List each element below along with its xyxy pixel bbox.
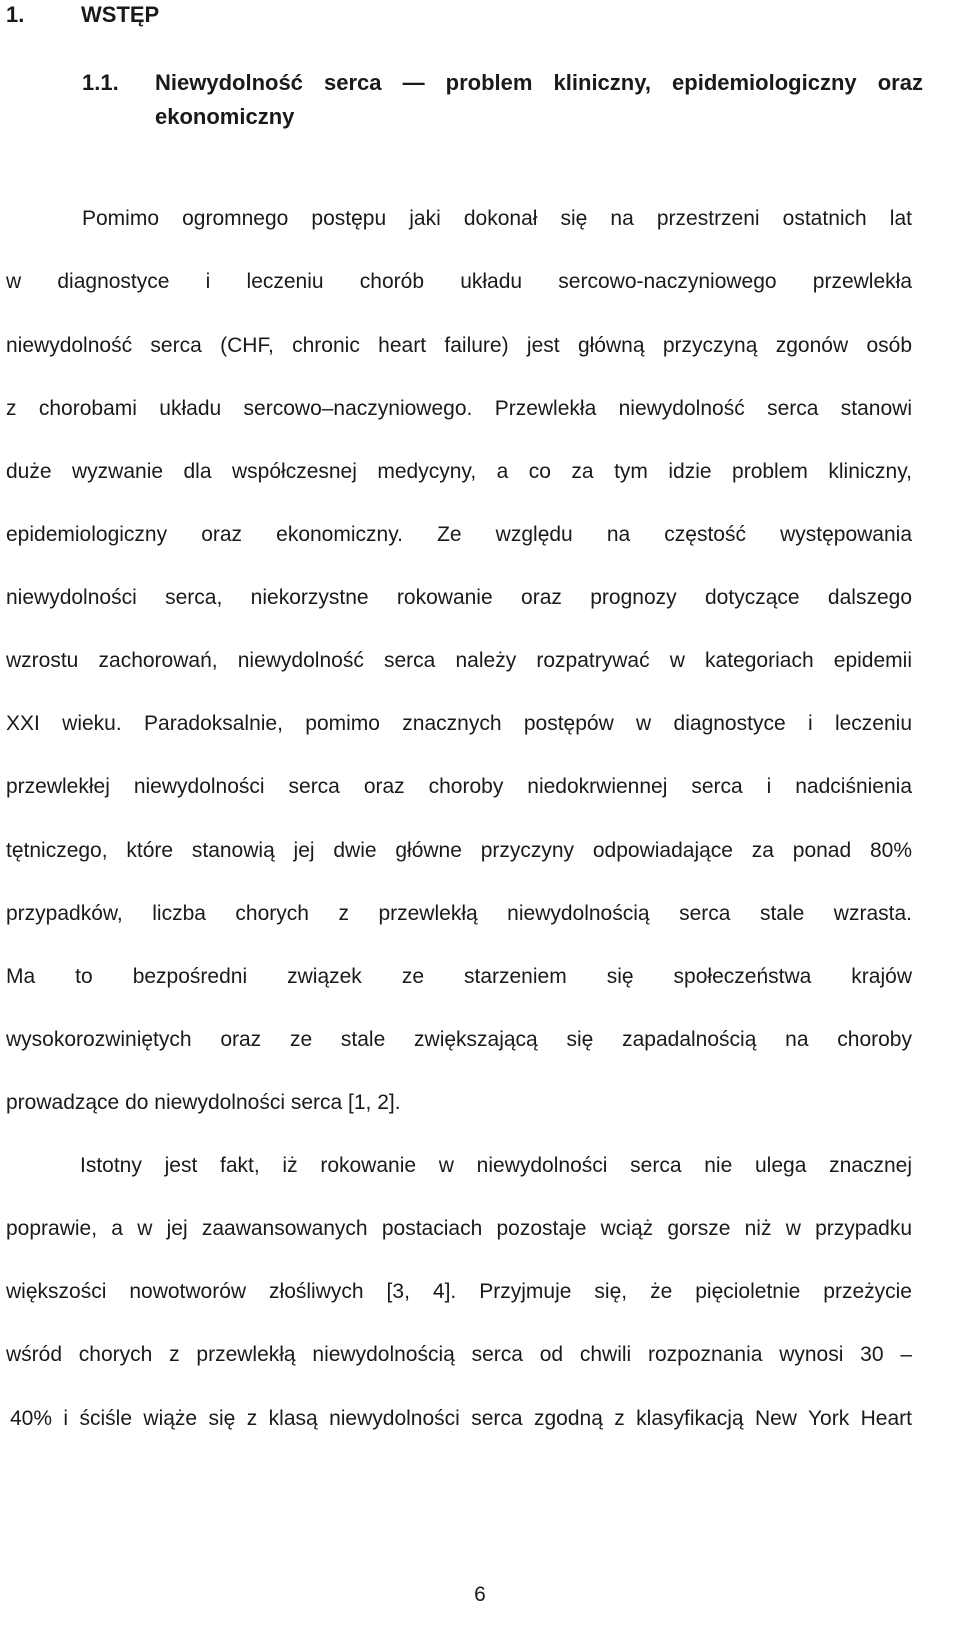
- paragraph-1-line: Pomimo ogromnego postępu jaki dokonał się na przestrzeni ostatnich lat: [82, 207, 912, 230]
- paragraph-2-line: wśród chorych z przewlekłą niewydolnością serca od chwili rozpoznania wynosi 30 –: [6, 1343, 912, 1366]
- paragraph-2-line: Istotny jest fakt, iż rokowanie w niewydolności serca nie ulega znacznej: [80, 1154, 912, 1177]
- paragraph-1-line: wysokorozwiniętych oraz ze stale zwiększającą się zapadalnością na choroby: [6, 1028, 912, 1051]
- paragraph-1-line: epidemiologiczny oraz ekonomiczny. Ze względu na częstość występowania: [6, 523, 912, 546]
- paragraph-2-line: 40% i ściśle wiąże się z klasą niewydolności serca zgodną z klasyfikacją New York Heart: [10, 1407, 912, 1430]
- paragraph-1-line: niewydolności serca, niekorzystne rokowanie oraz prognozy dotyczące dalszego: [6, 586, 912, 609]
- subsection-heading: [82, 66, 942, 134]
- paragraph-2-line: poprawie, a w jej zaawansowanych postaciach pozostaje wciąż gorsze niż w przypadku: [6, 1217, 912, 1240]
- paragraph-1-line: wzrostu zachorowań, niewydolność serca należy rozpatrywać w kategoriach epidemii: [6, 649, 912, 672]
- subsection-number: 1.1.: [82, 70, 119, 95]
- paragraph-1-line: duże wyzwanie dla współczesnej medycyny, a co za tym idzie problem kliniczny,: [6, 460, 912, 483]
- subsection-title-line-2: ekonomiczny: [155, 104, 295, 129]
- paragraph-1-line: XXI wieku. Paradoksalnie, pomimo znacznych postępów w diagnostyce i leczeniu: [6, 712, 912, 735]
- section-heading: [6, 2, 159, 28]
- section-number: 1.: [6, 2, 25, 27]
- paragraph-1-line: tętniczego, które stanowią jej dwie główne przyczyny odpowiadające za ponad 80%: [6, 839, 912, 862]
- section-title: WSTĘP: [81, 2, 160, 27]
- page-number: 6: [474, 1583, 486, 1606]
- subsection-title-line-1: Niewydolność serca — problem kliniczny, epidemiologiczny oraz: [155, 70, 923, 95]
- paragraph-1-line: Ma to bezpośredni związek ze starzeniem się społeczeństwa krajów: [6, 965, 912, 988]
- paragraph-2-line: większości nowotworów złośliwych [3, 4]. Przyjmuje się, że pięcioletnie przeżycie: [6, 1280, 912, 1303]
- paragraph-1-line: niewydolność serca (CHF, chronic heart failure) jest główną przyczyną zgonów osób: [6, 334, 912, 357]
- paragraph-1-line: przewlekłej niewydolności serca oraz choroby niedokrwiennej serca i nadciśnienia: [6, 775, 912, 798]
- paragraph-1-line: przypadków, liczba chorych z przewlekłą niewydolnością serca stale wzrasta.: [6, 902, 912, 925]
- paragraph-1-line: z chorobami układu sercowo–naczyniowego. Przewlekła niewydolność serca stanowi: [6, 397, 912, 420]
- paragraph-1-line: prowadzące do niewydolności serca [1, 2].: [6, 1091, 401, 1114]
- paragraph-1-line: w diagnostyce i leczeniu chorób układu sercowo-naczyniowego przewlekła: [6, 270, 912, 293]
